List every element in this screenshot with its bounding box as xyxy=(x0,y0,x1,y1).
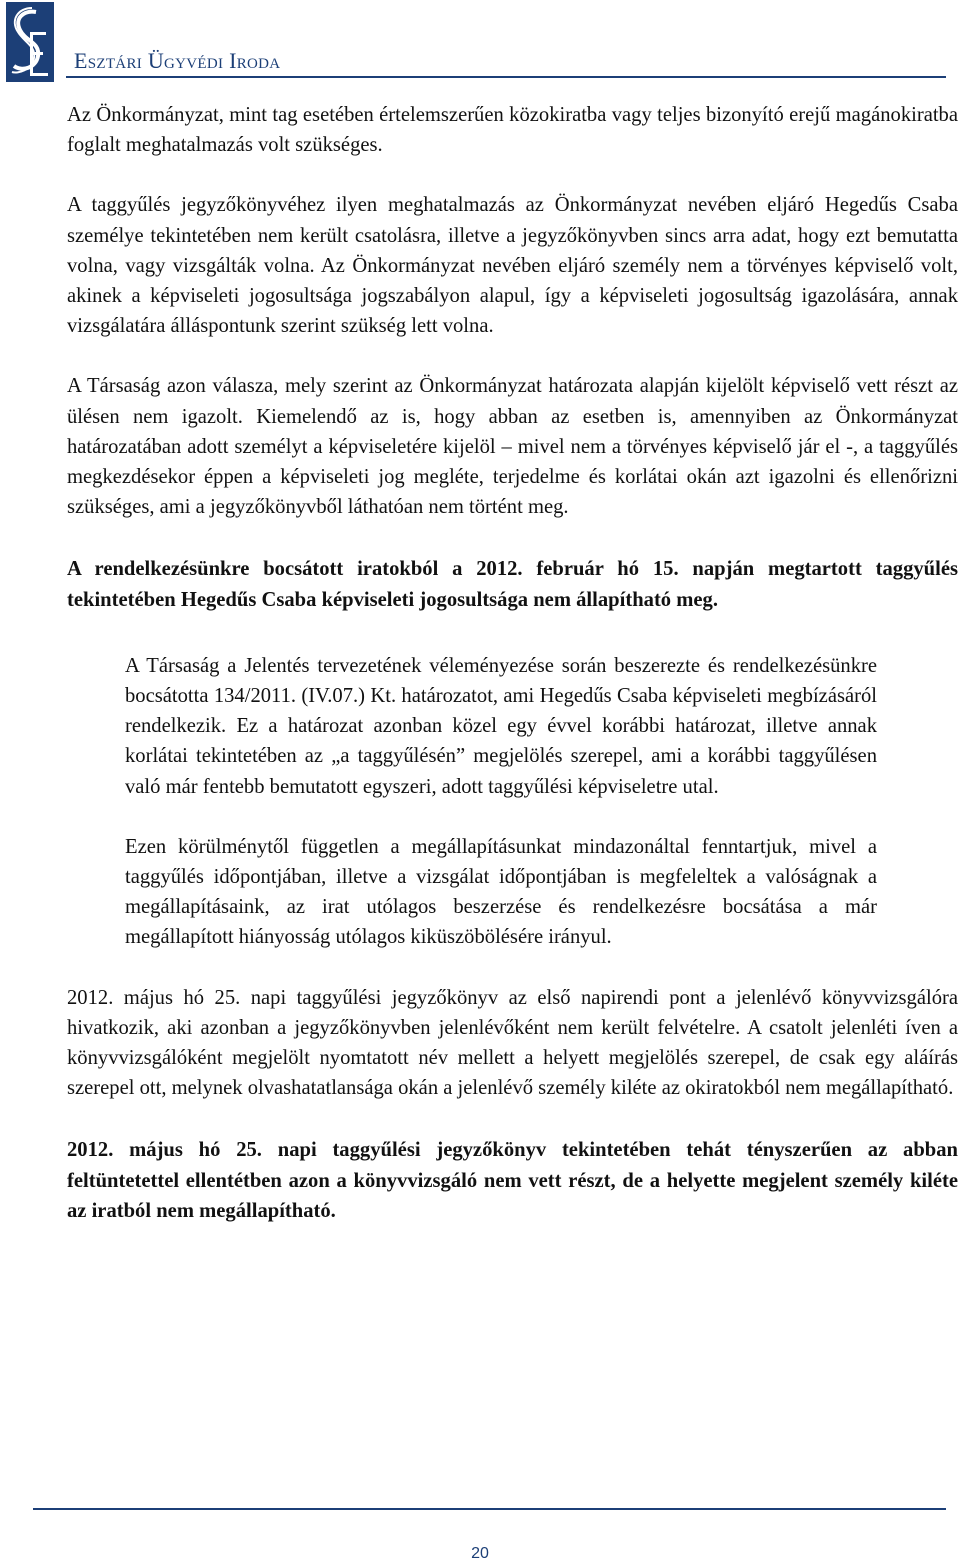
paragraph-company-response: A Társaság azon válasza, mely szerint az Önkormányzat határozata alapján kijelölt képviselő vett részt az ülésen nem igazolt. Kiemelendő az is, hogy abban az esetben is, amennyiben az Önkormányzat határozatában adott személyt a képviseletére kijelöl – mivel nem a törvényes képviselő jár el -, a taggyűlés megkezdésekor éppen a képviseleti jog megléte, terjedelme és korlátai okán azt igazolni és ellenőrizni szükséges, ami a jegyzőkönyvből láthatóan nem történt meg. xyxy=(67,375,958,519)
se-monogram-logo xyxy=(6,2,54,82)
page-header xyxy=(0,0,960,82)
paragraph-representative: A taggyűlés jegyzőkönyvéhez ilyen meghatalmazás az Önkormányzat nevében eljáró Hegedűs Csaba személye tekintetében nem került csatolásra, illetve a jegyzőkönyvben sincs arra adat, hogy ezt bemutatta volna, vagy vizsgálták volna. Az Önkormányzat nevében eljáró személy nem a törvényes képviselő volt, akinek a képviseleti jogosultsága jogszabályon alapul, így a képviseleti jogosultság igazolására, annak vizsgálatára álláspontunk szerint szükség lett volna. xyxy=(67,194,958,338)
quoted-paragraph-conclusion: Ezen körülménytől független a megállapításunkat mindazonáltal fenntartjuk, mivel a taggyűlés időpontjában, illetve a vizsgálat időpontjában is megfeleltek a valóságnak a megállapításaink, az irat utólagos beszerzése és rendelkezésre bocsátása a már megállapított hiányosság utólagos kiküszöbölésére irányul. xyxy=(125,835,877,949)
document-body xyxy=(67,100,958,1226)
quoted-paragraph-resolution: A Társaság a Jelentés tervezetének véleményezése során beszerezte és rendelkezésünkre bocsátotta 134/2011. (IV.07.) Kt. határozatot, ami Hegedűs Csaba képviseleti megbízásáról rendelkezik. Ez a határozat azonban közel egy évvel korábbi határozat, illetve annak korlátai tekintetében az „a taggyűlésén” megjelölés szerepel, ami a korábbi taggyűlésen való már fentebb bemutatott egyszeri, adott taggyűlési képviseletre utal. xyxy=(125,654,877,798)
finding-february-meeting: A rendelkezésünkre bocsátott iratokból a 2012. február hó 15. napján megtartott taggyűlés tekintetében Hegedűs Csaba képviseleti jogosultsága nem állapítható meg. xyxy=(67,558,958,611)
paragraph-may-meeting: 2012. május hó 25. napi taggyűlési jegyzőkönyv az első napirendi pont a jelenlévő könyvvizsgálóra hivatkozik, aki azonban a jegyzőkönyvben jelenlévőként nem került felvételre. A csatolt jelenléti íven a könyvvizsgálóként megjelölt nyomtatott név mellett a helyett megjelölés szerepel, de csak egy aláírás szerepel ott, melynek olvashatatlansága okán a jelenlévő személy kiléte az okiratokból nem megállapítható. xyxy=(67,986,958,1100)
footer-divider xyxy=(33,1508,946,1510)
firm-name: Esztári Ügyvédi Iroda xyxy=(74,48,281,73)
header-divider xyxy=(66,76,946,78)
finding-may-meeting: 2012. május hó 25. napi taggyűlési jegyzőkönyv tekintetében tehát tényszerűen az abban feltüntetettel ellentétben azon a könyvvizsgáló nem vett részt, de a helyette megjelent személy kiléte az iratból nem megállapítható. xyxy=(67,1139,958,1222)
paragraph-power-of-attorney: Az Önkormányzat, mint tag esetében értelemszerűen közokiratba vagy teljes bizonyító erejű magánokiratba foglalt meghatalmazás volt szükséges. xyxy=(67,104,958,157)
page-number: 20 xyxy=(471,1545,489,1562)
